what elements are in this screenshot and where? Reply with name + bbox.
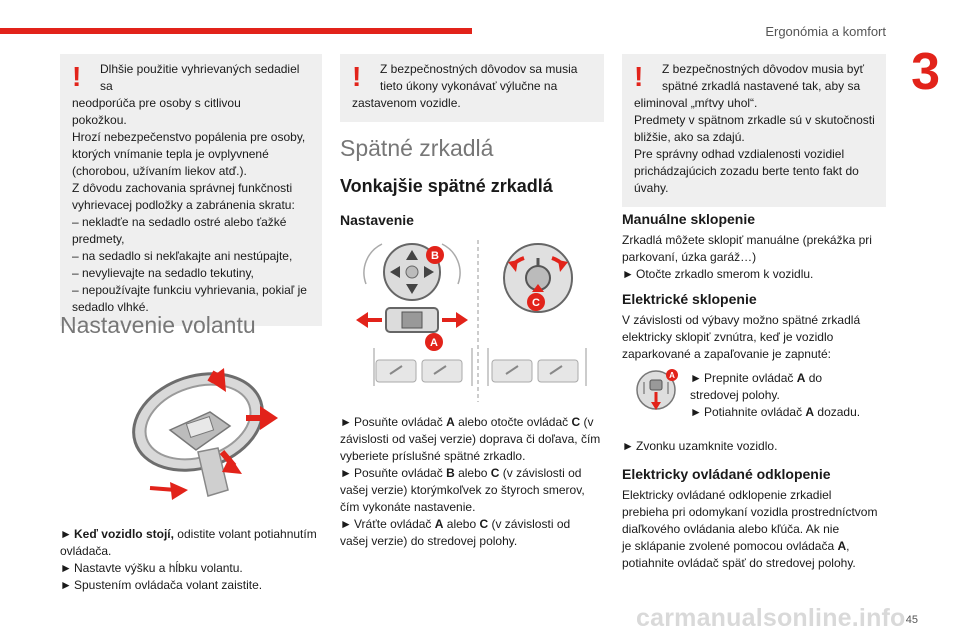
bullet-arrow-icon: ► <box>340 517 352 531</box>
control-label-a: A <box>430 337 438 349</box>
instruction-text: ovládača. <box>60 544 112 558</box>
body-text: diaľkového ovládania alebo kľúča. Ak nie <box>622 522 840 536</box>
body-text: zaparkované a zapaľovanie je zapnuté: <box>622 347 831 361</box>
instruction-text: čím vykonáte nastavenie. <box>340 500 476 514</box>
control-ref: C <box>479 517 489 531</box>
warning-line: tieto úkony vykonávať výlučne na <box>380 79 558 93</box>
control-label-c: C <box>532 297 540 309</box>
instruction-text: dozadu. <box>814 405 861 419</box>
warning-line: Predmety v spätnom zrkadle sú v skutočnosti <box>634 113 875 127</box>
electric-fold-lock <box>622 438 892 455</box>
warning-line: eliminoval „mŕtvy uhol“. <box>634 96 758 110</box>
fold-control-illustration <box>634 368 680 414</box>
body-text: elektricky sklopiť zvnútra, keď je vozidlo <box>622 330 834 344</box>
header-red-bar <box>0 28 472 34</box>
instruction-text: (v závislosti od <box>488 517 571 531</box>
warning-line: bližšie, ako sa zdajú. <box>634 130 745 144</box>
instruction-text: Zvonku uzamknite vozidlo. <box>636 439 778 453</box>
steering-wheel-illustration <box>110 360 290 510</box>
instruction-text: Otočte zrkadlo smerom k vozidlu. <box>636 267 814 281</box>
instruction-text: alebo otočte ovládač <box>454 415 572 429</box>
manual-fold-text <box>622 232 892 283</box>
instruction-text: alebo <box>454 466 491 480</box>
instruction-text: stredovej polohy. <box>690 388 780 402</box>
electric-fold-text <box>622 312 892 363</box>
warning-icon: ! <box>352 61 362 92</box>
warning-icon: ! <box>634 61 644 92</box>
body-text: V závislosti od výbavy možno spätné zrkadlá <box>622 313 861 327</box>
warning-line: Hrozí nebezpečenstvo popálenia pre osoby, <box>72 130 306 144</box>
watermark-text: carmanualsonline.info <box>636 604 906 632</box>
control-ref: A <box>796 371 806 385</box>
instruction-text: Spustením ovládača volant zaistite. <box>74 578 263 592</box>
instruction-text: Vráťte ovládač <box>354 517 435 531</box>
instruction-text: Potiahnite ovládač <box>704 405 806 419</box>
control-ref: C <box>490 466 500 480</box>
control-label-a: A <box>669 371 675 380</box>
bullet-arrow-icon: ► <box>340 415 352 429</box>
steering-instructions <box>60 526 330 594</box>
warning-line: Z bezpečnostných dôvodov sa musia <box>380 62 578 76</box>
instruction-text: odistite volant potiahnutím <box>173 527 317 541</box>
warning-icon: ! <box>72 61 82 92</box>
body-text: prebieha pri odomykaní vozidla prostredníctvom <box>622 505 878 519</box>
control-ref: A <box>837 539 847 553</box>
mirrors-heading: Spätné zrkadlá <box>340 135 494 161</box>
warning-line: sedadlo vlhké. <box>72 300 149 314</box>
warning-line: neodporúča pre osoby s citlivou <box>72 96 241 110</box>
instruction-text: (v <box>580 415 594 429</box>
instruction-text: Posuňte ovládač <box>354 466 447 480</box>
electric-fold-heading: Elektrické sklopenie <box>622 291 757 307</box>
bullet-arrow-icon: ► <box>60 561 72 575</box>
warning-line: zastavenom vozidle. <box>352 96 461 110</box>
warning-line: vyhrievacej podložky a zabránenia skratu: <box>72 198 295 212</box>
instruction-text: alebo <box>443 517 480 531</box>
instruction-text: vašej verzie) do stredovej polohy. <box>340 534 518 548</box>
warning-line: – nekladťe na sedadlo ostré alebo ťažké <box>72 215 287 229</box>
warning-line: prichádzajúcich zozadu berte tento fakt do <box>634 164 859 178</box>
bullet-arrow-icon: ► <box>60 527 72 541</box>
bullet-arrow-icon: ► <box>622 267 634 281</box>
steering-heading: Nastavenie volantu <box>60 312 256 338</box>
control-ref: A <box>434 517 444 531</box>
body-text: Elektricky ovládané odklopenie zrkadiel <box>622 488 832 502</box>
warning-box-stationary <box>340 54 604 122</box>
warning-line: spätné zrkadlá nastavené tak, aby sa <box>662 79 861 93</box>
bullet-arrow-icon: ► <box>340 466 352 480</box>
chapter-number: 3 <box>911 43 940 101</box>
control-ref: B <box>446 466 455 480</box>
bullet-arrow-icon: ► <box>622 439 634 453</box>
warning-line: predmety, <box>72 232 125 246</box>
warning-line: pokožkou. <box>72 113 127 127</box>
control-label-b: B <box>431 250 439 262</box>
electric-unfold-heading: Elektricky ovládané odklopenie <box>622 466 831 482</box>
bullet-arrow-icon: ► <box>690 405 702 419</box>
mirror-adjust-instructions <box>340 414 610 550</box>
warning-line: Dlhšie použitie vyhrievaných sedadiel sa <box>100 62 300 93</box>
body-text: potiahnite ovládač späť do stredovej polohy. <box>622 556 856 570</box>
body-text: je sklápanie zvolené pomocou ovládača <box>622 539 838 553</box>
adjustment-heading: Nastavenie <box>340 212 414 228</box>
bullet-arrow-icon: ► <box>690 371 702 385</box>
warning-line: (chorobou, užívaním liekov atď.). <box>72 164 247 178</box>
instruction-text: závislosti od vašej verzie) doprava či doľava, čím <box>340 432 601 446</box>
warning-box-blind-spot <box>622 54 886 207</box>
body-text: Zrkadlá môžete sklopiť manuálne (prekážka pri <box>622 233 872 247</box>
page-number: 45 <box>905 614 918 626</box>
exterior-mirrors-heading: Vonkajšie spätné zrkadlá <box>340 176 553 196</box>
warning-line: – nevylievajte na sedadlo tekutiny, <box>72 266 254 280</box>
warning-line: – na sedadlo si nekľakajte ani nestúpajte, <box>72 249 293 263</box>
warning-line: ktorých vnímanie tepla je ovplyvnené <box>72 147 269 161</box>
body-text: , <box>846 539 850 553</box>
instruction-text: do <box>805 371 823 385</box>
electric-fold-steps <box>690 370 890 421</box>
warning-box-heated-seat <box>60 54 322 326</box>
instruction-text: vyberiete príslušné spätné zrkadlo. <box>340 449 526 463</box>
emphasis-text: Keď vozidlo stojí, <box>74 527 174 541</box>
mirror-controls-illustration <box>354 236 594 406</box>
instruction-text: vašej verzie) ktorýmkoľvek zo štyroch smerov, <box>340 483 585 497</box>
warning-line: Z bezpečnostných dôvodov musia byť <box>662 62 864 76</box>
bullet-arrow-icon: ► <box>60 578 72 592</box>
section-title: Ergonómia a komfort <box>765 24 886 39</box>
instruction-text: Nastavte výšku a hĺbku volantu. <box>74 561 243 575</box>
control-ref: A <box>805 405 815 419</box>
control-ref: A <box>446 415 455 429</box>
manual-fold-heading: Manuálne sklopenie <box>622 211 756 227</box>
warning-line: – nepoužívajte funkciu vyhrievania, pokiaľ je <box>72 283 307 297</box>
warning-line: Z dôvodu zachovania správnej funkčnosti <box>72 181 293 195</box>
electric-unfold-text <box>622 487 897 572</box>
instruction-text: Posuňte ovládač <box>354 415 447 429</box>
body-text: parkovaní, úzka garáž…) <box>622 250 757 264</box>
instruction-text: Prepnite ovládač <box>704 371 797 385</box>
instruction-text: (v závislosti od <box>499 466 582 480</box>
warning-line: Pre správny odhad vzdialenosti vozidiel <box>634 147 845 161</box>
warning-line: úvahy. <box>634 181 669 195</box>
control-ref: C <box>571 415 581 429</box>
